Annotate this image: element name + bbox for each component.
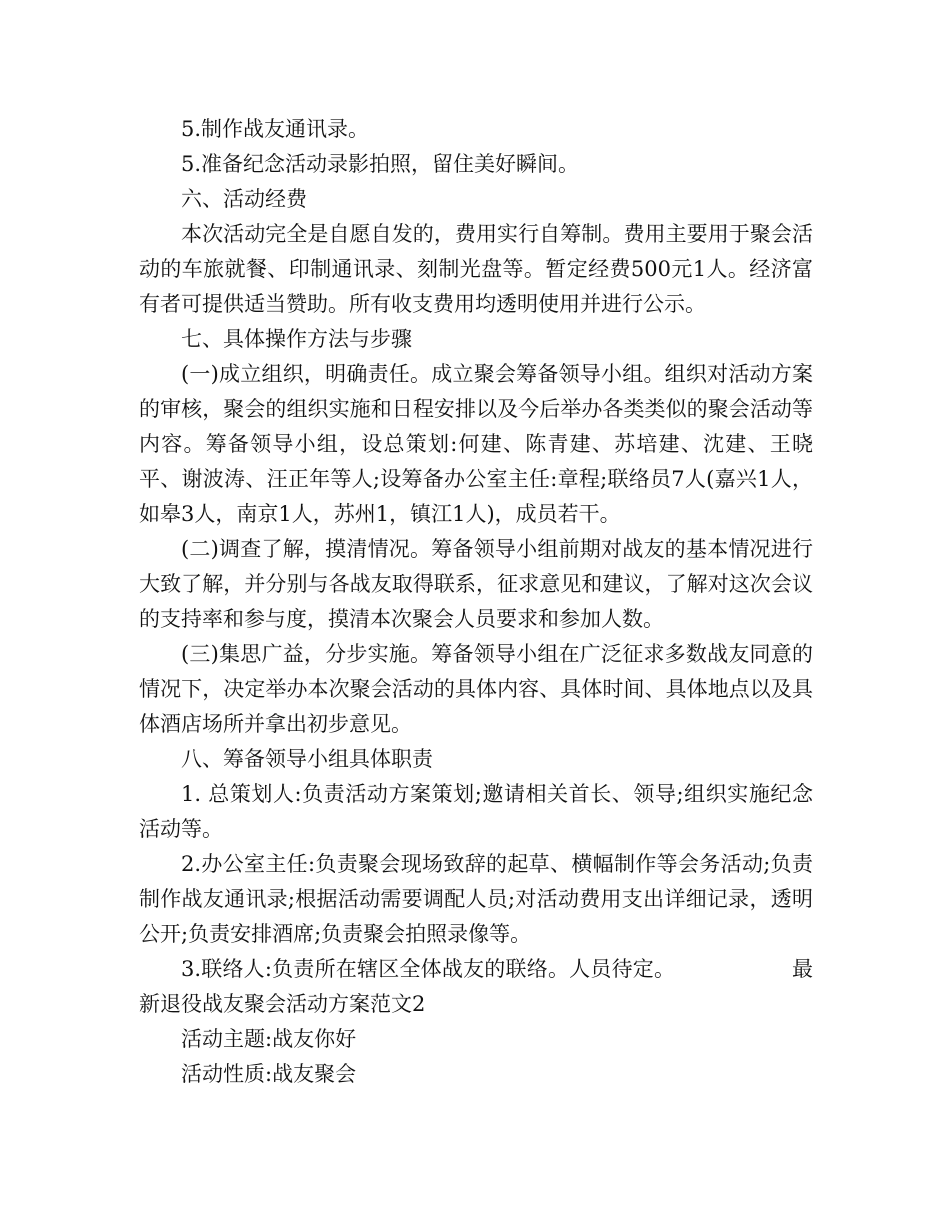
list-item: 5.制作战友通讯录。 — [181, 117, 370, 141]
section-heading: 六、活动经费 — [181, 187, 307, 211]
paragraph: 活动性质:战友聚会 — [181, 1062, 357, 1086]
list-item: 3.联络人:负责所在辖区全体战友的联络。人员待定。 最新退役战友聚会活动方案范文2 — [139, 957, 813, 1016]
list-item: 2.办公室主任:负责聚会现场致辞的起草、横幅制作等会务活动;负责制作战友通讯录;根据活动需要调配人员;对活动费用支出详细记录，透明公开;负责安排酒席;负责聚会拍照录像等。 — [139, 852, 813, 946]
paragraph: (三)集思广益，分步实施。筹备领导小组在广泛征求多数战友同意的情况下，决定举办本次聚会活动的具体内容、具体时间、具体地点以及具体酒店场所并拿出初步意见。 — [139, 642, 813, 736]
section-heading: 八、筹备领导小组具体职责 — [181, 747, 433, 771]
paragraph: 本次活动完全是自愿自发的，费用实行自筹制。费用主要用于聚会活动的车旅就餐、印制通讯录、刻制光盘等。暂定经费500元1人。经济富有者可提供适当赞助。所有收支费用均透明使用并进行公示。 — [139, 222, 813, 316]
list-item: 5.准备纪念活动录影拍照，留住美好瞬间。 — [181, 152, 580, 176]
list-item: 1. 总策划人:负责活动方案策划;邀请相关首长、领导;组织实施纪念活动等。 — [139, 782, 813, 841]
paragraph: (二)调查了解，摸清情况。筹备领导小组前期对战友的基本情况进行大致了解，并分别与各战友取得联系，征求意见和建议，了解对这次会议的支持率和参与度，摸清本次聚会人员要求和参加人数。 — [139, 537, 813, 631]
paragraph: (一)成立组织，明确责任。成立聚会筹备领导小组。组织对活动方案的审核，聚会的组织实施和日程安排以及今后举办各类类似的聚会活动等内容。筹备领导小组，设总策划:何建、陈青建、苏培建、沈建、王晓平、谢波涛、汪正年等人;设筹备办公室主任:章程;联络员7人(嘉兴1人，如皋3人，南京1人，苏州1，镇江1人)，成员若干。 — [139, 362, 813, 526]
section-heading: 七、具体操作方法与步骤 — [181, 327, 412, 351]
paragraph: 活动主题:战友你好 — [181, 1027, 357, 1051]
document-body — [139, 112, 813, 1092]
